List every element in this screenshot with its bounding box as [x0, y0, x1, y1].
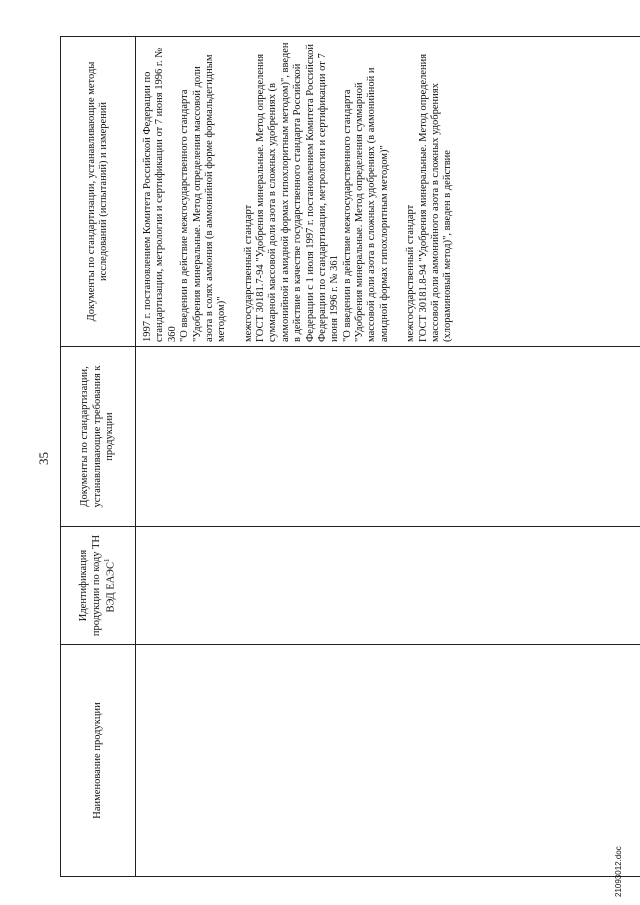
methods-entry: межгосударственный стандарт ГОСТ 30181.8-94 "Удобрения минеральные. Метод определения массовой доли аммонийного азота в сложных удобрениях (хлораминовый метод)", введен в действие — [405, 53, 454, 342]
products-table — [60, 36, 640, 877]
methods-entry: межгосударственный стандарт ГОСТ 30181.7-94 "Удобрения минеральные. Метод определения суммарной массовой доли азота в сложных удобрениях (в аммонийной и амидной формах гипохлоритным методом)", введен в действие в качестве государственного стандарта Российской Федерации с 1 июля 1997 г. постановлением Комитета Российской Федерации по стандартизации, метрологии и сертификации от 7 июня 1996 г. № 361 "О введении в действие межгосударственного стандарта "Удобрения минеральные. Метод определения суммарной массовой доли азота в сложных удобрениях (в аммонийной и амидной формах гипохлоритным методом)" — [242, 42, 390, 342]
cell-methods — [136, 37, 640, 347]
footnote-mark: 1 — [102, 558, 111, 562]
cell-tnved-code — [136, 527, 640, 645]
header-tnved-code: Идентификация продукции по коду ТН ВЭД ЕАЭС$^1$ — [61, 527, 136, 645]
methods-entry: 1997 г. постановлением Комитета Российской Федерации по стандартизации, метрологии и сертификации от 7 июня 1996 г. № 360 "О введении в действие межгосударственного стандарта "Удобрения минеральные. Метод определения массовой доли азота в солях аммония (в аммонийной форме формальдегидным методом)" — [142, 47, 228, 342]
table-row — [136, 37, 640, 877]
cell-requirements — [136, 347, 640, 527]
header-product-name: Наименование продукции — [61, 645, 136, 877]
header-requirements-docs: Документы по стандартизации, устанавливающие требования к продукции — [61, 347, 136, 527]
file-name: 21093012.doc — [614, 846, 623, 897]
table-header-row — [61, 37, 136, 877]
header-methods-docs: Документы по стандартизации, устанавливающие методы исследований (испытаний) и измерений — [61, 37, 136, 347]
page-number: 35 — [36, 452, 51, 465]
cell-product-name — [136, 645, 640, 877]
